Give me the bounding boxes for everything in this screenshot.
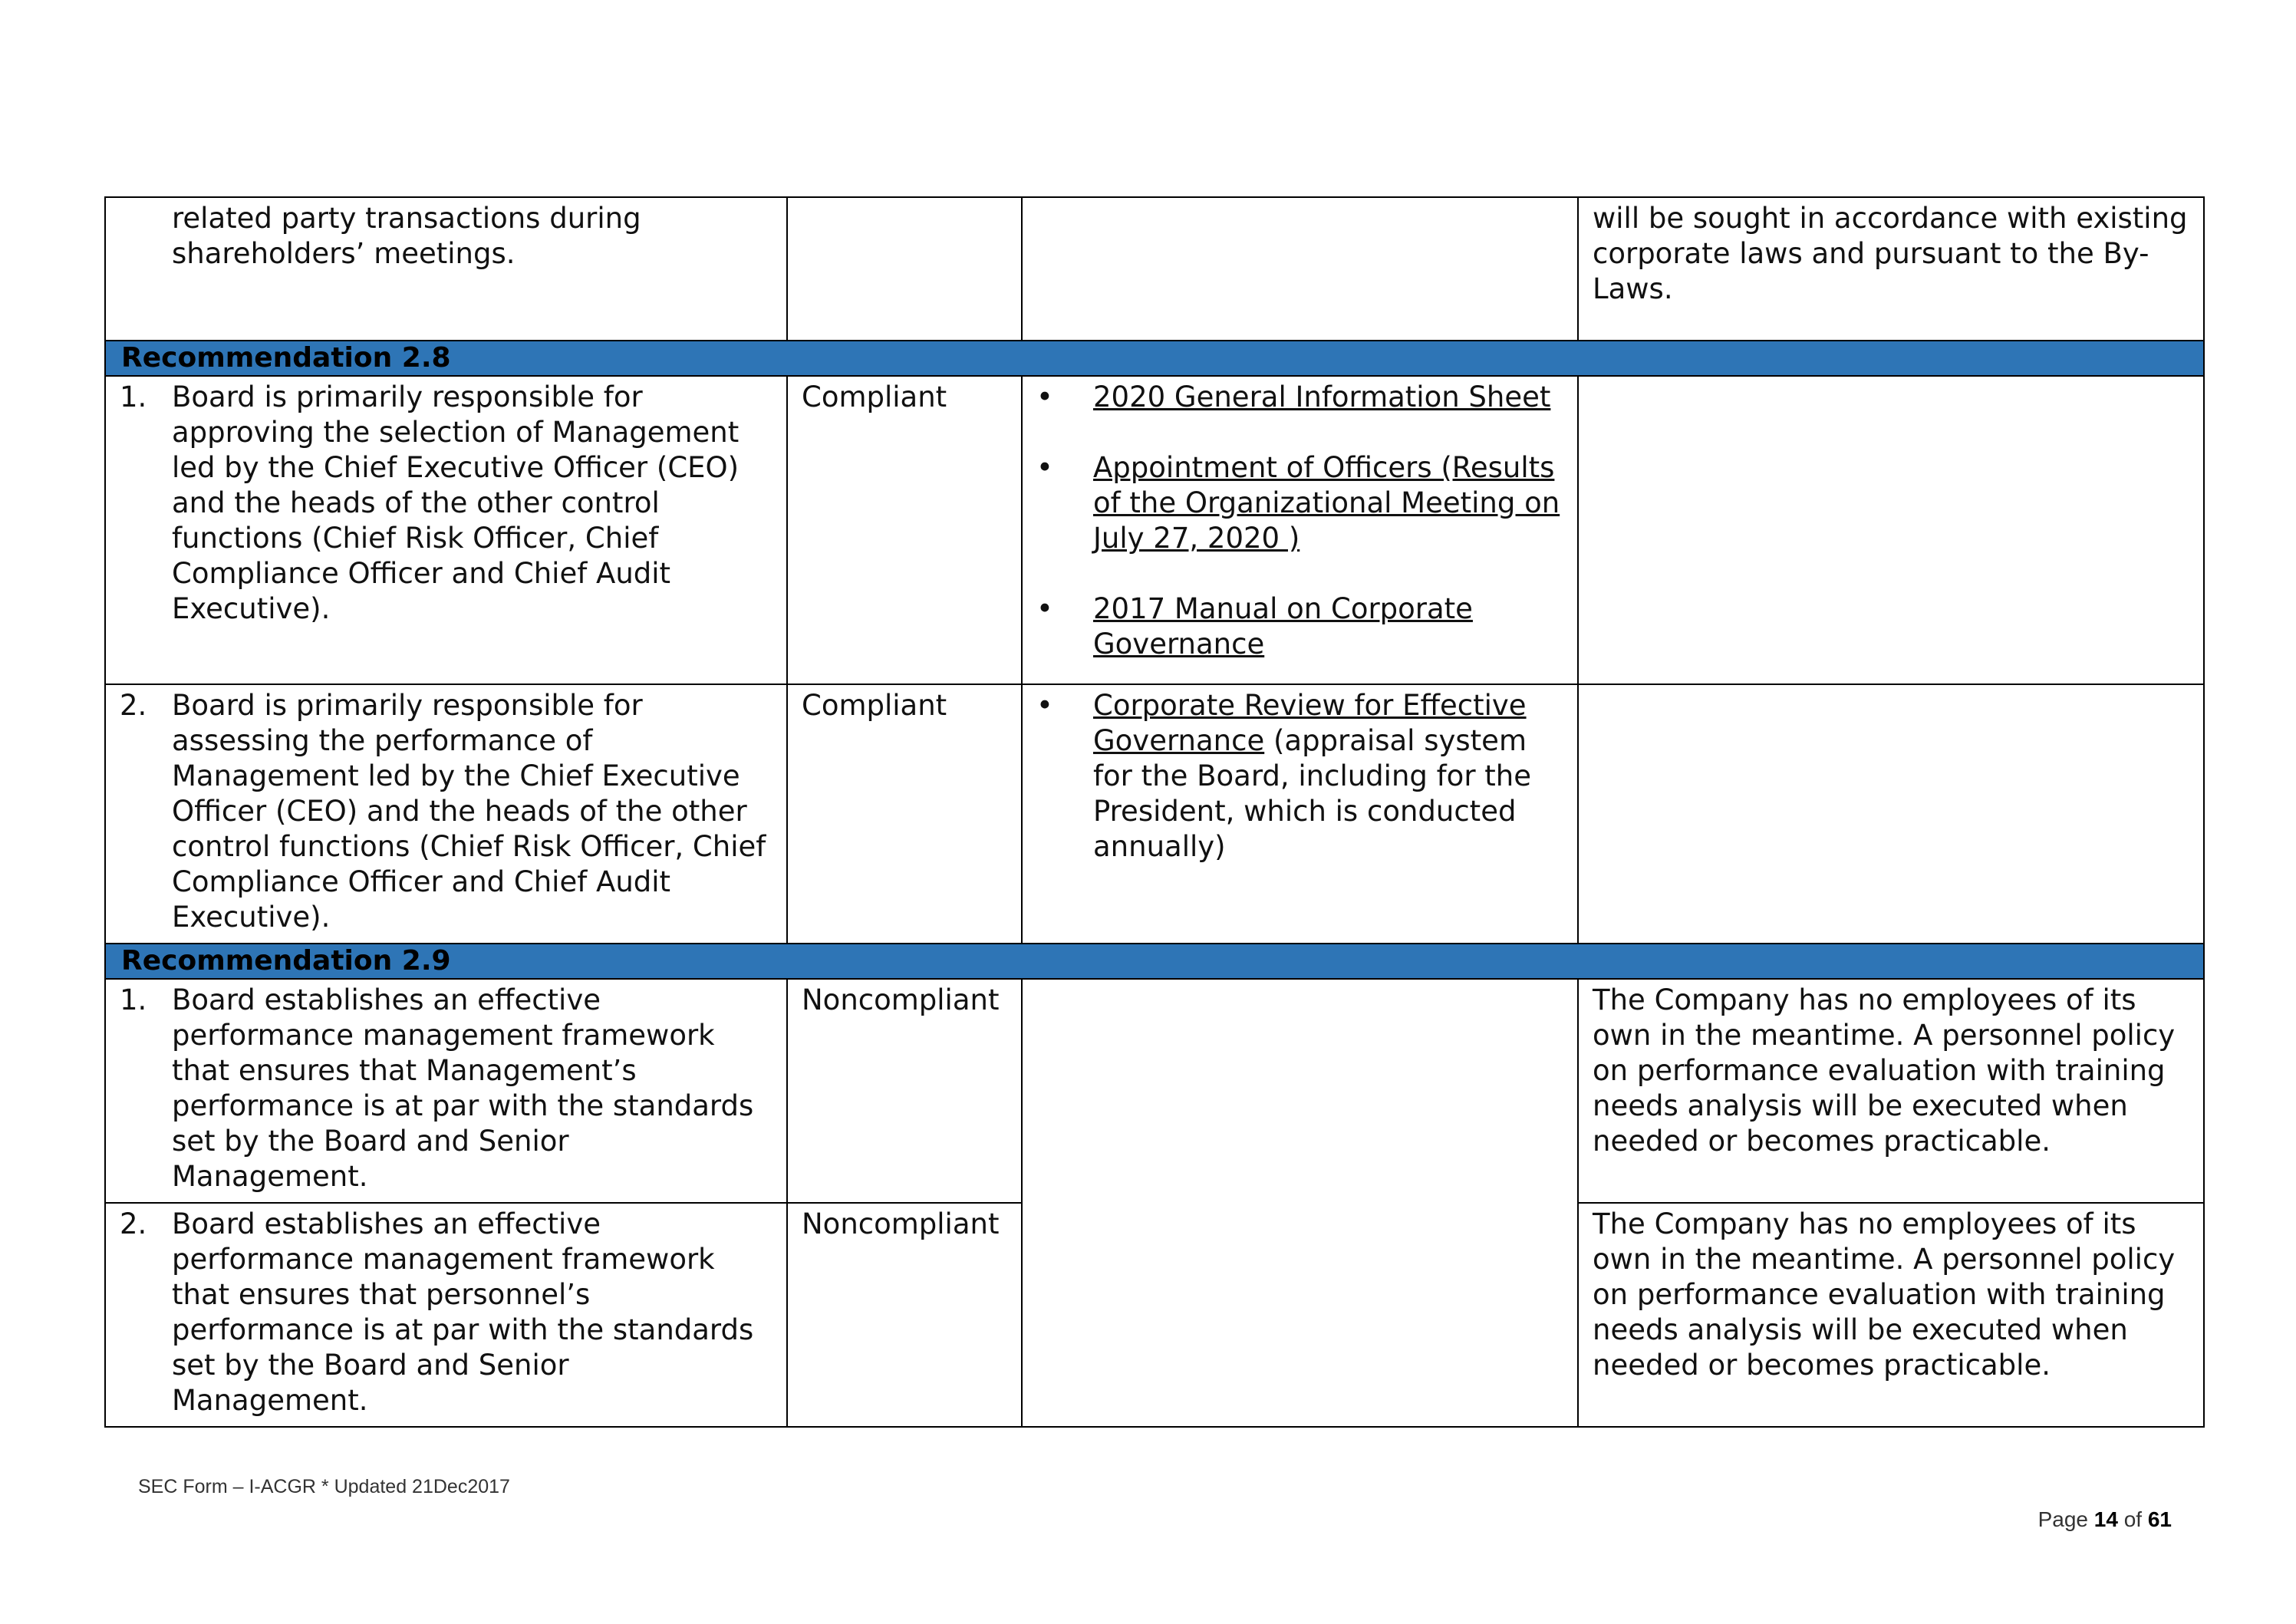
page-total: 61 (2147, 1507, 2172, 1531)
reference-note: (appraisal system for the Board, including for the President, which is conducted annually) (1093, 724, 1532, 863)
item-number: 2. (120, 1207, 147, 1240)
section-heading-row (105, 341, 2204, 376)
status-text: Compliant (802, 380, 947, 413)
reference-cell (1022, 979, 1578, 1427)
reference-list (1036, 380, 1563, 662)
reference-link[interactable]: Appointment of Officers (Results of the Organizational Meeting on July 27, 2020 ) (1093, 451, 1560, 555)
reference-cell (1022, 197, 1578, 341)
explanation-text: The Company has no employees of its own in the meantime. A personnel policy on performance evaluation with training needs analysis will be executed when needed or becomes practicable. (1593, 983, 2176, 1158)
list-item (1036, 380, 1563, 415)
list-item (1036, 688, 1563, 865)
explanation-text: will be sought in accordance with existing corporate laws and pursuant to the By-Laws. (1593, 202, 2188, 305)
reference-text (1093, 688, 1563, 865)
list-item (1036, 450, 1563, 556)
item-text: Board establishes an effective performance management framework that ensures that Management’s performance is at par with the standards set by the Board and Senior Management. (172, 983, 754, 1193)
bullet-icon: • (1036, 592, 1053, 625)
item-cell (105, 1203, 787, 1427)
reference-cell (1022, 376, 1578, 684)
section-heading: Recommendation 2.8 (105, 341, 2204, 376)
explanation-cell (1578, 1203, 2204, 1427)
status-cell (787, 376, 1022, 684)
table-row (105, 684, 2204, 944)
item-text: Board is primarily responsible for assessing the performance of Management led by the Chief Executive Officer (CEO) and the heads of the other control functions (Chief Risk Officer, Chief Compliance Officer and Chief Audit Executive). (172, 689, 766, 934)
status-text: Noncompliant (802, 1207, 1000, 1240)
item-text: related party transactions during shareholders’ meetings. (172, 202, 641, 270)
list-item (1036, 591, 1563, 662)
page-prefix: Page (2037, 1507, 2094, 1531)
explanation-text: The Company has no employees of its own in the meantime. A personnel policy on performance evaluation with training needs analysis will be executed when needed or becomes practicable. (1593, 1207, 2176, 1382)
explanation-cell (1578, 684, 2204, 944)
item-text: Board is primarily responsible for approving the selection of Management led by the Chief Executive Officer (CEO) and the heads of the other control functions (Chief Risk Officer, Chief Compliance Officer and Chief Audit Executive). (172, 380, 740, 625)
item-cell (105, 684, 787, 944)
status-cell (787, 684, 1022, 944)
table-row (105, 979, 2204, 1203)
explanation-cell (1578, 197, 2204, 341)
reference-list (1036, 688, 1563, 865)
reference-cell (1022, 684, 1578, 944)
reference-link[interactable]: Corporate Review for Effective Governance (1093, 689, 1527, 757)
bullet-icon: • (1036, 689, 1053, 722)
page-current: 14 (2093, 1507, 2118, 1531)
reference-link[interactable]: 2017 Manual on Corporate Governance (1093, 592, 1473, 660)
bullet-icon: • (1036, 380, 1053, 413)
item-text: Board establishes an effective performance management framework that ensures that personnel’s performance is at par with the standards set by the Board and Senior Management. (172, 1207, 754, 1417)
section-heading: Recommendation 2.9 (105, 944, 2204, 979)
compliance-table (104, 196, 2205, 1428)
item-cell (105, 376, 787, 684)
item-number: 1. (120, 380, 147, 413)
item-number: 2. (120, 689, 147, 722)
item-cell (105, 197, 787, 341)
status-cell (787, 979, 1022, 1203)
item-cell (105, 979, 787, 1203)
section-heading-row (105, 944, 2204, 979)
table-row (105, 376, 2204, 684)
page-of: of (2117, 1507, 2148, 1531)
form-footer: SEC Form – I-ACGR * Updated 21Dec2017 (138, 1476, 510, 1497)
status-text: Compliant (802, 689, 947, 722)
table-row-continuation (105, 197, 2204, 341)
status-text: Noncompliant (802, 983, 1000, 1016)
reference-link[interactable]: 2020 General Information Sheet (1093, 380, 1551, 413)
item-number: 1. (120, 983, 147, 1016)
status-cell (787, 1203, 1022, 1427)
explanation-cell (1578, 376, 2204, 684)
explanation-cell (1578, 979, 2204, 1203)
bullet-icon: • (1036, 451, 1053, 484)
page-number (2038, 1507, 2172, 1532)
status-cell (787, 197, 1022, 341)
